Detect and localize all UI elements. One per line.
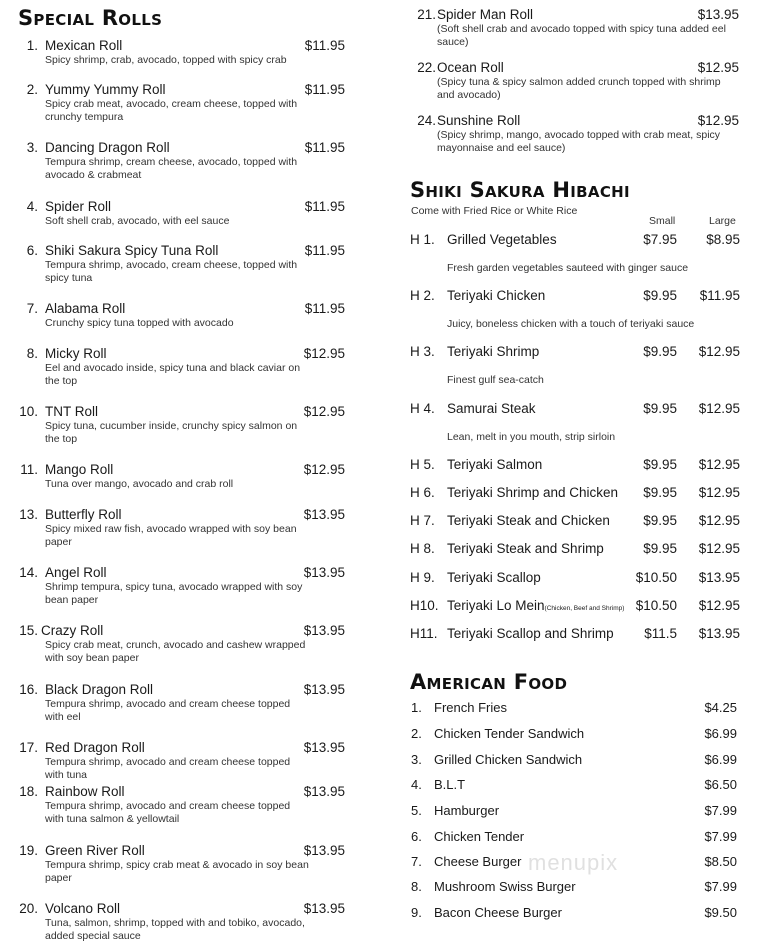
item-name: Ocean Roll: [437, 60, 504, 75]
item-number: 3.: [411, 752, 422, 767]
american-item: [411, 777, 740, 797]
item-price: $13.95: [303, 740, 345, 755]
item-price-small: $11.5: [644, 626, 677, 641]
item-description: (Soft shell crab and avocado topped with spicy tuna added eel sauce): [437, 23, 726, 48]
item-number: 7.: [26, 301, 38, 316]
item-description: Spicy shrimp, crab, avocado, topped with spicy crab: [45, 54, 287, 66]
item-description: Spicy crab meat, avocado, cream cheese, topped with crunchy tempura: [45, 98, 298, 123]
item-description: Crunchy spicy tuna topped with avocado: [45, 317, 234, 329]
item-price: $11.95: [304, 38, 345, 53]
item-number: H 8.: [410, 541, 435, 556]
item-price: $11.95: [304, 199, 345, 214]
item-price-large: $11.95: [699, 288, 740, 303]
item-name: [447, 598, 624, 613]
item-number: H 2.: [410, 288, 435, 303]
menu-item: [0, 784, 380, 834]
item-name: Rainbow Roll: [45, 784, 125, 799]
item-name-text: Teriyaki Steak and Shrimp: [447, 541, 604, 556]
item-number: H10.: [410, 598, 439, 613]
item-name: French Fries: [434, 700, 507, 715]
item-price-small: $9.95: [643, 541, 677, 556]
item-price: $13.95: [697, 7, 739, 22]
menu-item: [0, 682, 380, 732]
item-price-small: $10.50: [635, 598, 677, 613]
item-number: 9.: [411, 905, 422, 920]
menu-item: [0, 38, 380, 88]
item-number: H 9.: [410, 570, 435, 585]
item-name: [447, 344, 539, 359]
item-name: Mexican Roll: [45, 38, 123, 53]
item-name: [447, 457, 542, 472]
item-description: Tempura shrimp, avocado, cream cheese, topped with spicy tuna: [45, 259, 298, 284]
menu-item: [0, 507, 380, 557]
item-number: H 3.: [410, 344, 435, 359]
menu-item: [392, 7, 760, 57]
item-price: $11.95: [304, 243, 345, 258]
item-price: $12.95: [697, 60, 739, 75]
menu-item: [0, 82, 380, 132]
item-name: Spider Roll: [45, 199, 112, 214]
item-number: H 7.: [410, 513, 435, 528]
item-description: (Spicy shrimp, mango, avocado topped with crab meat, spicy mayonnaise and eel sauce): [437, 129, 721, 154]
item-name: TNT Roll: [45, 404, 99, 419]
item-name: Alabama Roll: [45, 301, 126, 316]
item-name: Crazy Roll: [41, 623, 104, 638]
menu-item: [392, 60, 760, 110]
item-number: 24.: [417, 113, 436, 128]
item-number: 6.: [26, 243, 38, 258]
item-name: Chicken Tender Sandwich: [434, 726, 585, 741]
item-name-text: Teriyaki Chicken: [447, 288, 546, 303]
item-price-small: $9.95: [643, 288, 677, 303]
item-number: 14.: [19, 565, 38, 580]
item-number: 15.: [19, 623, 38, 638]
item-number: 3.: [26, 140, 38, 155]
hibachi-item: [410, 513, 740, 535]
item-price-large: $12.95: [698, 485, 740, 500]
item-name-text: Teriyaki Steak and Chicken: [447, 513, 610, 528]
american-item: [411, 700, 740, 720]
item-price-large: $12.95: [698, 401, 740, 416]
item-price: $6.99: [704, 726, 737, 741]
item-description: Spicy tuna, cucumber inside, crunchy spicy salmon on the top: [45, 420, 298, 445]
menu-item: [0, 140, 380, 190]
american-item: [411, 803, 740, 823]
hibachi-item: [410, 288, 740, 330]
item-price: $11.95: [304, 301, 345, 316]
item-price: $8.50: [704, 854, 737, 869]
item-price-small: $9.95: [643, 457, 677, 472]
item-number: 11.: [20, 462, 38, 477]
item-note: (Chicken, Beef and Shrimp): [544, 605, 625, 612]
item-number: 1.: [26, 38, 38, 53]
menu-item: [0, 623, 380, 673]
american-item: [411, 752, 740, 772]
item-price-large: $13.95: [698, 570, 740, 585]
item-description: Finest gulf sea-catch: [447, 374, 544, 386]
item-price-large: $12.95: [698, 457, 740, 472]
menu-item: [0, 740, 380, 790]
item-number: 4.: [26, 199, 38, 214]
item-description: Fresh garden vegetables sauteed with ginger sauce: [447, 262, 689, 274]
item-price: $13.95: [303, 507, 345, 522]
menu-item: [0, 301, 380, 351]
item-price-large: $13.95: [698, 626, 740, 641]
item-description: Soft shell crab, avocado, with eel sauce: [45, 215, 230, 227]
item-number: 2.: [411, 726, 422, 741]
item-number: 8.: [26, 346, 38, 361]
item-price-small: $7.95: [643, 232, 677, 247]
item-number: H 5.: [410, 457, 435, 472]
item-name: Butterfly Roll: [45, 507, 122, 522]
item-price: $13.95: [303, 784, 345, 799]
hibachi-item: [410, 626, 740, 648]
item-name: [447, 401, 536, 416]
item-price: $13.95: [303, 901, 345, 916]
item-price: $7.99: [704, 803, 737, 818]
item-description: Tuna, salmon, shrimp, topped with and tobiko, avocado, added special sauce: [45, 917, 305, 942]
item-number: H 1.: [410, 232, 435, 247]
item-name: Spider Man Roll: [437, 7, 534, 22]
item-price: $7.99: [704, 829, 737, 844]
item-price-large: $12.95: [698, 344, 740, 359]
item-description: Tempura shrimp, avocado and cream cheese topped with eel: [45, 698, 291, 723]
item-description: Tempura shrimp, avocado and cream cheese topped with tuna: [45, 756, 291, 781]
item-description: Tuna over mango, avocado and crab roll: [45, 478, 234, 490]
item-price: $12.95: [303, 404, 345, 419]
item-name: Green River Roll: [45, 843, 145, 858]
item-price: $11.95: [304, 82, 345, 97]
item-name-text: Grilled Vegetables: [447, 232, 557, 247]
item-price-large: $8.95: [706, 232, 740, 247]
menu-item: [0, 199, 380, 249]
item-number: 2.: [26, 82, 38, 97]
item-number: 6.: [411, 829, 422, 844]
item-name: Grilled Chicken Sandwich: [434, 752, 583, 767]
hibachi-item: [410, 232, 740, 274]
item-name: [447, 626, 614, 641]
item-number: 7.: [411, 854, 422, 869]
item-number: 18.: [19, 784, 38, 799]
special-rolls-title: Special Rolls: [18, 6, 163, 30]
item-price-large: $12.95: [698, 513, 740, 528]
item-price-small: $9.95: [643, 344, 677, 359]
item-name: Dancing Dragon Roll: [45, 140, 170, 155]
item-name-text: Teriyaki Scallop: [447, 570, 541, 585]
item-price: $12.95: [303, 462, 345, 477]
item-description: Spicy crab meat, crunch, avocado and cashew wrapped with soy bean paper: [45, 639, 306, 664]
item-number: H 6.: [410, 485, 435, 500]
item-name: Hamburger: [434, 803, 500, 818]
item-description: Shrimp tempura, spicy tuna, avocado wrapped with soy bean paper: [45, 581, 303, 606]
item-name: Mango Roll: [45, 462, 114, 477]
item-name: Micky Roll: [45, 346, 107, 361]
item-description: Lean, melt in you mouth, strip sirloin: [447, 431, 616, 443]
item-name: Mushroom Swiss Burger: [434, 879, 576, 894]
item-name-text: Teriyaki Salmon: [447, 457, 543, 472]
item-name: Black Dragon Roll: [45, 682, 154, 697]
menu-item: [0, 843, 380, 893]
item-description: Spicy mixed raw fish, avocado wrapped with soy bean paper: [45, 523, 297, 548]
item-price: $12.95: [303, 346, 345, 361]
item-name-text: Teriyaki Shrimp and Chicken: [447, 485, 619, 500]
hibachi-item: [410, 598, 740, 620]
item-name-text: Teriyaki Lo Mein: [447, 598, 545, 613]
item-name: Yummy Yummy Roll: [45, 82, 166, 97]
hibachi-col-large: Large: [709, 215, 736, 227]
item-number: 13.: [19, 507, 38, 522]
hibachi-item: [410, 457, 740, 479]
menu-item: [0, 565, 380, 615]
item-price-small: $9.95: [643, 485, 677, 500]
item-number: 22.: [417, 60, 436, 75]
item-price-large: $12.95: [698, 598, 740, 613]
item-number: H11.: [410, 626, 438, 641]
hibachi-item: [410, 570, 740, 592]
american-item: [411, 879, 740, 899]
menu-item: [0, 243, 380, 293]
item-number: H 4.: [410, 401, 435, 416]
item-number: 5.: [411, 803, 422, 818]
item-name: [447, 541, 604, 556]
item-name: B.L.T: [434, 777, 466, 792]
hibachi-title: Shiki Sakura Hibachi: [410, 178, 630, 202]
watermark: menupix: [528, 850, 619, 875]
american-item: [411, 905, 740, 925]
hibachi-item: [410, 344, 740, 386]
item-description: Eel and avocado inside, spicy tuna and black caviar on the top: [45, 362, 301, 387]
item-name: Volcano Roll: [45, 901, 121, 916]
item-name-text: Samurai Steak: [447, 401, 536, 416]
item-name: Cheese Burger: [434, 854, 522, 869]
item-price-small: $10.50: [635, 570, 677, 585]
menu-item: [392, 113, 760, 163]
menu-item: [0, 462, 380, 512]
menu-item: [0, 404, 380, 454]
hibachi-item: [410, 485, 740, 507]
item-price: $13.95: [303, 682, 345, 697]
item-name-text: Teriyaki Scallop and Shrimp: [447, 626, 614, 641]
item-price: $7.99: [704, 879, 737, 894]
item-price: $9.50: [704, 905, 737, 920]
item-description: Juicy, boneless chicken with a touch of teriyaki sauce: [447, 318, 695, 330]
item-price-small: $9.95: [643, 513, 677, 528]
item-description: Tempura shrimp, avocado and cream cheese topped with tuna salmon & yellowtail: [45, 800, 291, 825]
item-name: [447, 288, 545, 303]
item-description: Tempura shrimp, spicy crab meat & avocado in soy bean paper: [45, 859, 309, 884]
item-name: Red Dragon Roll: [45, 740, 145, 755]
american-item: [411, 854, 740, 874]
item-price: $6.99: [704, 752, 737, 767]
item-name-text: Teriyaki Shrimp: [447, 344, 540, 359]
american-food-title: American Food: [410, 670, 568, 694]
item-price: $13.95: [303, 843, 345, 858]
item-price-large: $12.95: [698, 541, 740, 556]
item-price: $4.25: [704, 700, 737, 715]
item-number: 16.: [19, 682, 38, 697]
american-item: [411, 829, 740, 849]
item-name: [447, 513, 610, 528]
hibachi-item: [410, 541, 740, 563]
item-name: Sunshine Roll: [437, 113, 521, 128]
menu-item: [0, 346, 380, 396]
item-name: [447, 232, 557, 247]
item-price: $11.95: [304, 140, 345, 155]
item-description: Tempura shrimp, cream cheese, avocado, topped with avocado & crabmeat: [45, 156, 298, 181]
item-description: (Spicy tuna & spicy salmon added crunch topped with shrimp and avocado): [437, 76, 721, 101]
hibachi-item: [410, 401, 740, 443]
item-number: 19.: [19, 843, 38, 858]
item-price: $13.95: [303, 565, 345, 580]
item-name: [447, 485, 618, 500]
item-number: 20.: [19, 901, 38, 916]
hibachi-subtitle: Come with Fried Rice or White Rice: [411, 205, 578, 217]
item-number: 17.: [19, 740, 38, 755]
item-price-small: $9.95: [643, 401, 677, 416]
hibachi-col-small: Small: [649, 215, 676, 227]
item-name: Bacon Cheese Burger: [434, 905, 562, 920]
american-item: [411, 726, 740, 746]
item-name: [447, 570, 541, 585]
item-price: $13.95: [303, 623, 345, 638]
item-number: 1.: [411, 700, 422, 715]
item-price: $12.95: [697, 113, 739, 128]
item-number: 8.: [411, 879, 422, 894]
menu-item: [0, 901, 380, 951]
item-number: 4.: [411, 777, 422, 792]
item-name: Angel Roll: [45, 565, 107, 580]
item-name: Shiki Sakura Spicy Tuna Roll: [45, 243, 219, 258]
item-price: $6.50: [704, 777, 737, 792]
item-number: 10.: [19, 404, 38, 419]
item-number: 21.: [417, 7, 436, 22]
item-name: Chicken Tender: [434, 829, 525, 844]
